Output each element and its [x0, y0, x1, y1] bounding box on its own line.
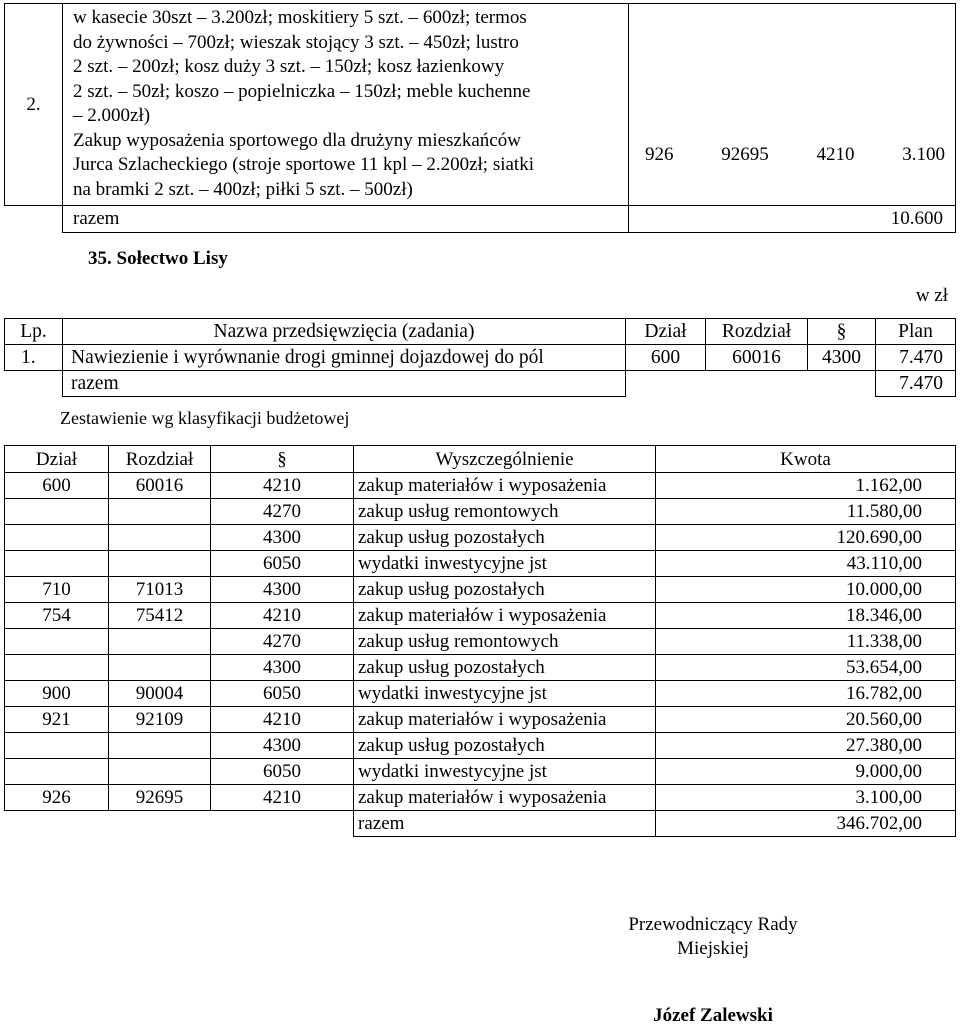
row-number: 2.: [5, 4, 63, 206]
description-line: do żywności – 700zł; wieszak stojący 3 szt. – 450zł; lustro: [73, 31, 519, 53]
table-row: 1. Nawiezienie i wyrównanie drogi gminnej dojazdowej do pól 600 60016 4300 7.470: [5, 345, 956, 371]
plan-value: 3.100: [902, 143, 945, 165]
classification-table: [4, 445, 956, 837]
classification-title: Zestawienie wg klasyfikacji budżetowej: [60, 408, 350, 428]
signature-title: Miejskiej: [677, 938, 749, 959]
col-plan: Plan: [876, 319, 956, 345]
description-line: 2 szt. – 200zł; kosz duży 3 szt. – 150zł; kosz łazienkowy: [73, 56, 505, 77]
col-kwota: Kwota: [656, 446, 956, 473]
table-row: 4300 zakup usług pozostałych 53.654,00: [5, 655, 956, 681]
section-title: 35. Sołectwo Lisy: [88, 248, 228, 269]
description-line: na bramki 2 szt. – 400zł; piłki 5 szt. – 500zł): [73, 178, 413, 200]
table-row: 4300 zakup usług pozostałych 27.380,00: [5, 733, 956, 759]
total-label: razem: [63, 371, 626, 397]
table-row: 6050 wydatki inwestycyjne jst 43.110,00: [5, 551, 956, 577]
unit-label: w zł: [915, 285, 948, 306]
description-line: w kasecie 30szt – 3.200zł; moskitiery 5 szt. – 600zł; termos: [73, 7, 527, 28]
total-row: [5, 811, 956, 837]
budget-items-table-continued: [4, 3, 956, 233]
col-nazwa: Nazwa przedsięwzięcia (zadania): [63, 319, 626, 345]
table-row: 926 92695 4210 zakup materiałów i wyposażenia 3.100,00: [5, 785, 956, 811]
description-line: – 2.000zł): [73, 105, 151, 126]
table-row: 4270 zakup usług remontowych 11.580,00: [5, 499, 956, 525]
description-line: Jurca Szlacheckiego (stroje sportowe 11 kpl – 2.200zł; siatki: [73, 154, 534, 175]
item-description: [63, 4, 629, 206]
description-line: Zakup wyposażenia sportowego dla drużyny mieszkańców: [73, 129, 521, 151]
table-row: 4270 zakup usług remontowych 11.338,00: [5, 629, 956, 655]
signature-title: Przewodniczący Rady: [628, 914, 798, 935]
signatory-name: Józef Zalewski: [653, 1005, 773, 1026]
col-lp: Lp.: [5, 319, 63, 345]
description-line: 2 szt. – 50zł; koszo – popielniczka – 150zł; meble kuchenne: [73, 80, 531, 102]
dzial-value: 926: [645, 143, 674, 165]
col-rozdzial: Rozdział: [706, 319, 808, 345]
classification-values: [629, 4, 956, 206]
col-paragraf: §: [211, 446, 354, 473]
total-value: 7.470: [876, 371, 956, 397]
col-opis: Wyszczególnienie: [354, 446, 656, 473]
col-rozdzial: Rozdział: [109, 446, 211, 473]
table-row: 6050 wydatki inwestycyjne jst 9.000,00: [5, 759, 956, 785]
total-label: razem: [354, 811, 656, 837]
table-row: 4300 zakup usług pozostałych 120.690,00: [5, 525, 956, 551]
total-row: [5, 206, 956, 233]
table-row: 710 71013 4300 zakup usług pozostałych 10.000,00: [5, 577, 956, 603]
signature-block: [612, 913, 814, 961]
total-value: 10.600: [629, 206, 956, 233]
table-header: [5, 446, 956, 473]
total-row: [5, 371, 956, 397]
total-value: 346.702,00: [656, 811, 956, 837]
projects-table: [4, 318, 956, 397]
table-row: [5, 4, 956, 206]
table-row: 754 75412 4210 zakup materiałów i wyposażenia 18.346,00: [5, 603, 956, 629]
table-row: 921 92109 4210 zakup materiałów i wyposażenia 20.560,00: [5, 707, 956, 733]
col-paragraf: §: [808, 319, 876, 345]
col-dzial: Dział: [626, 319, 706, 345]
table-header: [5, 319, 956, 345]
rozdzial-value: 92695: [721, 143, 769, 165]
table-row: 600 60016 4210 zakup materiałów i wyposażenia 1.162,00: [5, 473, 956, 499]
table-row: 900 90004 6050 wydatki inwestycyjne jst 16.782,00: [5, 681, 956, 707]
total-label: razem: [63, 206, 629, 233]
col-dzial: Dział: [5, 446, 109, 473]
paragraf-value: 4210: [816, 143, 855, 165]
